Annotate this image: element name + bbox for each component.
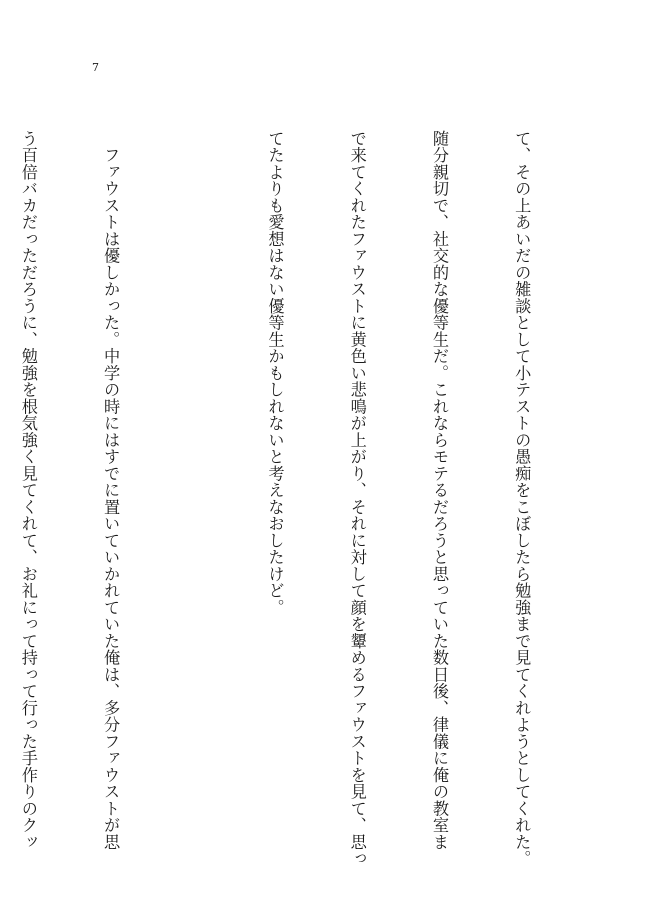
- text-line: で来てくれたファウストに黄色い悲鳴が上がり、それに対して顔を顰めるファウストを見て、思っ: [347, 130, 367, 867]
- text-line: う百倍バカだっただろうに、勉強を根気強く見てくれて、お礼にって持って行った手作りのクッ: [18, 130, 38, 851]
- blank-line: [179, 130, 206, 850]
- text-line: ファウストは優しかった。中学の時にはすでに置いていかれていた俺は、多分ファウストが思: [101, 130, 121, 851]
- page-number: 7: [92, 61, 99, 74]
- text-line: てたよりも愛想はない優等生かもしれないと考えなおしたけど。: [265, 130, 285, 616]
- text-line: て、その上あいだの雑談として小テストの愚痴をこぼしたら勉強まで見てくれようとしてくれた。: [512, 130, 532, 867]
- text-line: 随分親切で、社交的な優等生だ。これならモテるだろうと思っていた数日後、律儀に俺の教室ま: [429, 130, 449, 851]
- novel-body-text: [18, 130, 590, 867]
